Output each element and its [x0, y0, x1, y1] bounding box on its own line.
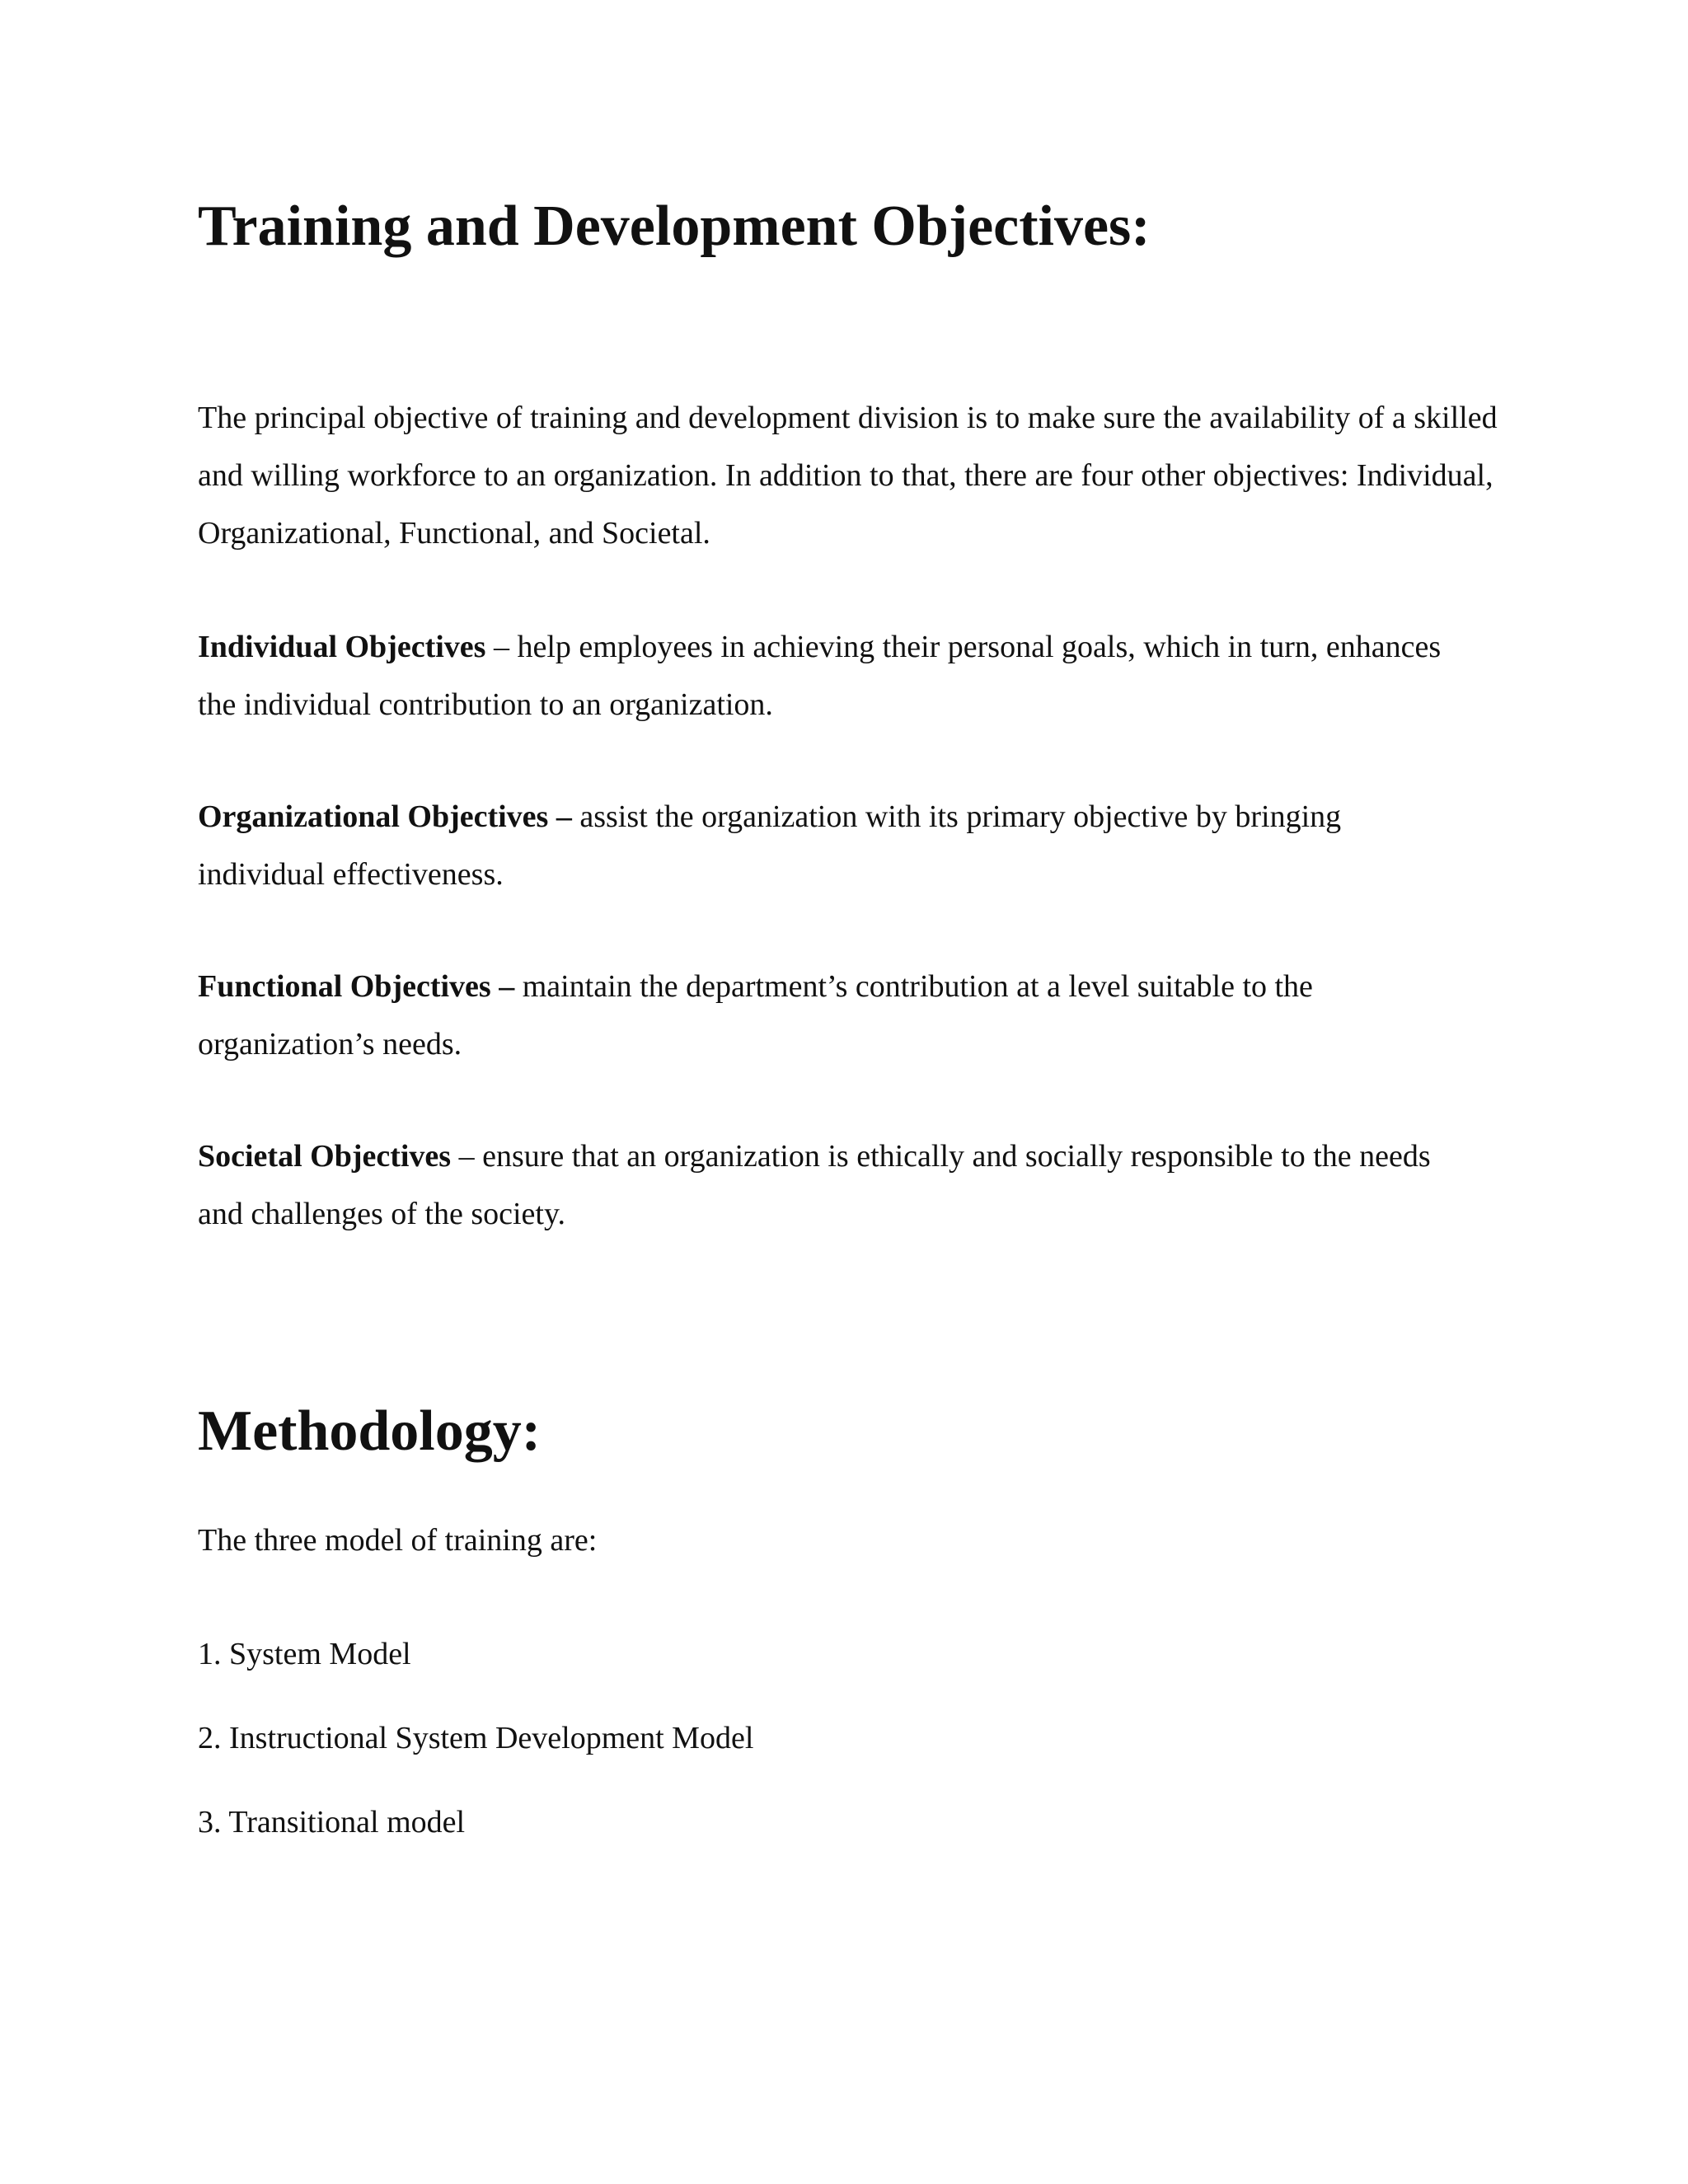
page-title: Training and Development Objectives:: [198, 194, 1151, 258]
objective-term: Organizational Objectives –: [198, 799, 572, 834]
objective-term: Functional Objectives –: [198, 969, 515, 1004]
methodology-heading: Methodology:: [198, 1399, 542, 1463]
intro-paragraph: The principal objective of training and development division is to make sure the availability of a skilled and willing workforce to an organization. In addition to that, there are four other objectives: Individual, Organizational, Functional, and Societal.: [198, 401, 1498, 551]
objective-description: maintain the department’s contribution at a level suitable to the organization’s needs.: [198, 969, 1313, 1062]
individual-objectives-paragraph: [198, 618, 1451, 733]
objective-term: Societal Objectives: [198, 1139, 452, 1174]
objective-term: Individual Objectives: [198, 630, 486, 664]
societal-objectives-paragraph: [198, 1127, 1442, 1243]
list-item: 3. Transitional model: [198, 1805, 466, 1840]
objective-description: – ensure that an organization is ethically and socially responsible to the needs and challenges of the society.: [198, 1139, 1431, 1231]
list-item: 1. System Model: [198, 1637, 411, 1671]
organizational-objectives-paragraph: [198, 788, 1434, 903]
objective-description: assist the organization with its primary objective by bringing individual effectiveness.: [198, 799, 1342, 892]
methodology-intro: The three model of training are:: [198, 1523, 598, 1558]
objective-description: – help employees in achieving their personal goals, which in turn, enhances the individual contribution to an organization.: [198, 630, 1442, 722]
list-item: 2. Instructional System Development Model: [198, 1721, 754, 1755]
functional-objectives-paragraph: [198, 958, 1418, 1073]
